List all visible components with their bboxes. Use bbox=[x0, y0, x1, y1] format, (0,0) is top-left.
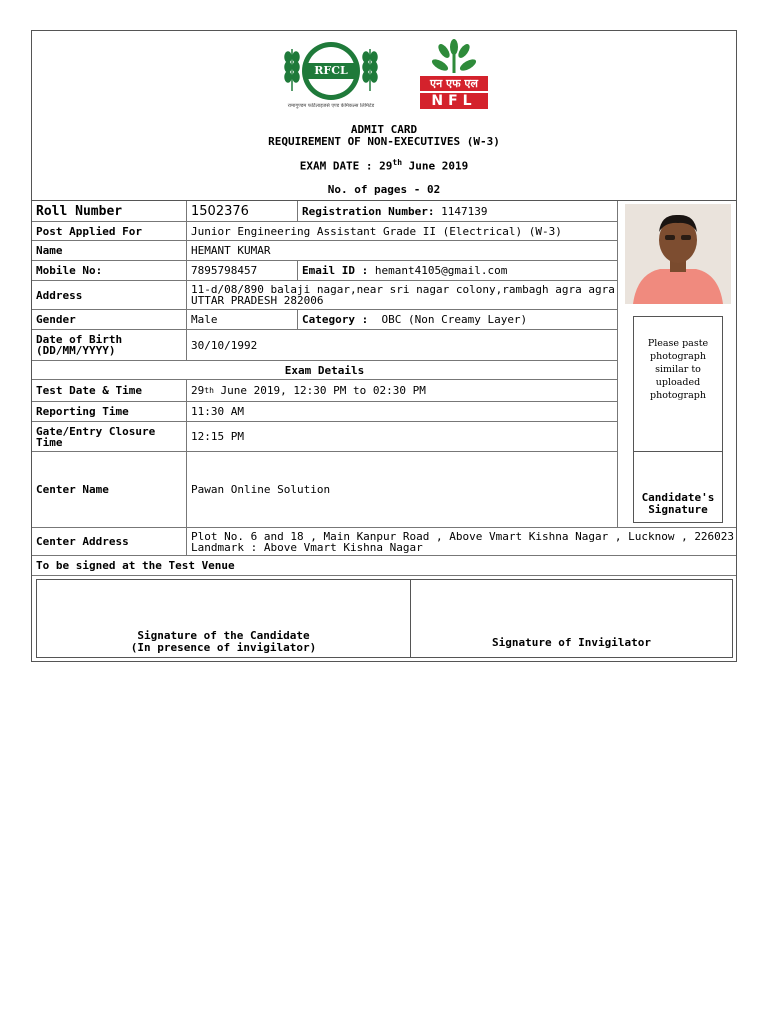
table-row bbox=[32, 402, 617, 422]
paste-instructions: Please paste photograph similar to uploaded photograph bbox=[634, 317, 722, 452]
table-row bbox=[32, 422, 617, 452]
center-value: Pawan Online Solution bbox=[191, 483, 331, 496]
table-row bbox=[32, 527, 736, 556]
photo-paste-box bbox=[633, 316, 723, 523]
venue-note: To be signed at the Test Venue bbox=[36, 559, 235, 572]
roll-value: 1502376 bbox=[187, 201, 298, 221]
gender-value: Male bbox=[187, 310, 298, 329]
rfcl-caption: रामागुण्डम फर्टिलाइजर्स एण्ड केमिकल्स लिमिटेड bbox=[287, 103, 375, 109]
center-address-label: Center Address bbox=[32, 528, 187, 555]
table-row bbox=[32, 310, 617, 330]
table-row bbox=[32, 222, 617, 241]
center-address-value: Plot No. 6 and 18 , Main Kanpur Road , Above Vmart Kishna Nagar , Lucknow , 226023 Landmark : Above Vmart Kishna Nagar bbox=[191, 529, 735, 554]
table-row bbox=[32, 361, 617, 380]
name-value: HEMANT KUMAR bbox=[191, 244, 271, 257]
exam-details-title: Exam Details bbox=[284, 363, 365, 377]
candidate-photo-icon bbox=[625, 204, 731, 304]
dob-label: Date of Birth (DD/MM/YYYY) bbox=[32, 330, 187, 360]
candidate-signature-caption: Signature of the Candidate (In presence of invigilator) bbox=[130, 629, 317, 654]
card-title: ADMIT CARD bbox=[350, 123, 418, 136]
candidate-signature-box bbox=[37, 580, 411, 657]
reporting-value: 11:30 AM bbox=[191, 405, 244, 418]
test-date-label: Test Date & Time bbox=[32, 380, 187, 401]
table-row bbox=[32, 281, 617, 310]
category: Category : OBC (Non Creamy Layer) bbox=[302, 313, 528, 326]
post-value: Junior Engineering Assistant Grade II (Electrical) (W-3) bbox=[191, 224, 562, 238]
candidate-photo bbox=[625, 204, 731, 304]
signature-area bbox=[36, 579, 733, 658]
center-label: Center Name bbox=[32, 452, 187, 527]
rfcl-logo bbox=[276, 39, 386, 119]
table-row bbox=[32, 261, 617, 281]
photo-column bbox=[617, 201, 736, 527]
page-count: No. of pages - 02 bbox=[327, 183, 441, 196]
rfcl-logo-text: RFCL bbox=[314, 64, 348, 77]
post-label: Post Applied For bbox=[32, 222, 187, 240]
table-row bbox=[32, 330, 617, 361]
card-subtitle: REQUIREMENT OF NON-EXECUTIVES (W-3) bbox=[268, 135, 500, 148]
reporting-label: Reporting Time bbox=[32, 402, 187, 421]
gender-label: Gender bbox=[32, 310, 187, 329]
table-row bbox=[32, 556, 736, 576]
email: Email ID : hemant4105@gmail.com bbox=[302, 264, 508, 277]
table-row bbox=[32, 452, 617, 527]
card-header bbox=[32, 31, 736, 201]
candidate-signature-label: Candidate's Signature bbox=[641, 491, 715, 516]
roll-label: Roll Number bbox=[32, 201, 187, 221]
nfl-text: NFL bbox=[420, 93, 488, 109]
admit-card bbox=[31, 30, 737, 662]
address-label: Address bbox=[32, 281, 187, 309]
nfl-logo bbox=[418, 39, 490, 114]
gate-label: Gate/Entry Closure Time bbox=[32, 422, 187, 451]
nfl-leaf-icon bbox=[418, 39, 490, 75]
exam-date: EXAM DATE : 29th June 2019 bbox=[299, 158, 469, 173]
table-row bbox=[32, 380, 617, 402]
name-label: Name bbox=[32, 241, 187, 260]
gate-value: 12:15 PM bbox=[191, 430, 244, 443]
nfl-hindi-text: एन एफ एल bbox=[420, 76, 488, 91]
invigilator-signature-caption: Signature of Invigilator bbox=[492, 636, 651, 649]
table-row bbox=[32, 241, 617, 261]
logos bbox=[276, 39, 496, 119]
mobile-label: Mobile No: bbox=[32, 261, 187, 280]
dob-value: 30/10/1992 bbox=[191, 338, 258, 352]
mobile-value: 7895798457 bbox=[187, 261, 298, 280]
test-date-value: 29 th June 2019, 12:30 PM to 02:30 PM bbox=[191, 384, 426, 397]
registration: Registration Number: 1147139 bbox=[302, 204, 488, 218]
table-row bbox=[32, 201, 617, 222]
address-value: 11-d/08/890 balaji nagar,near sri nagar colony,rambagh agra agra UTTAR PRADESH 282006 bbox=[191, 283, 615, 307]
